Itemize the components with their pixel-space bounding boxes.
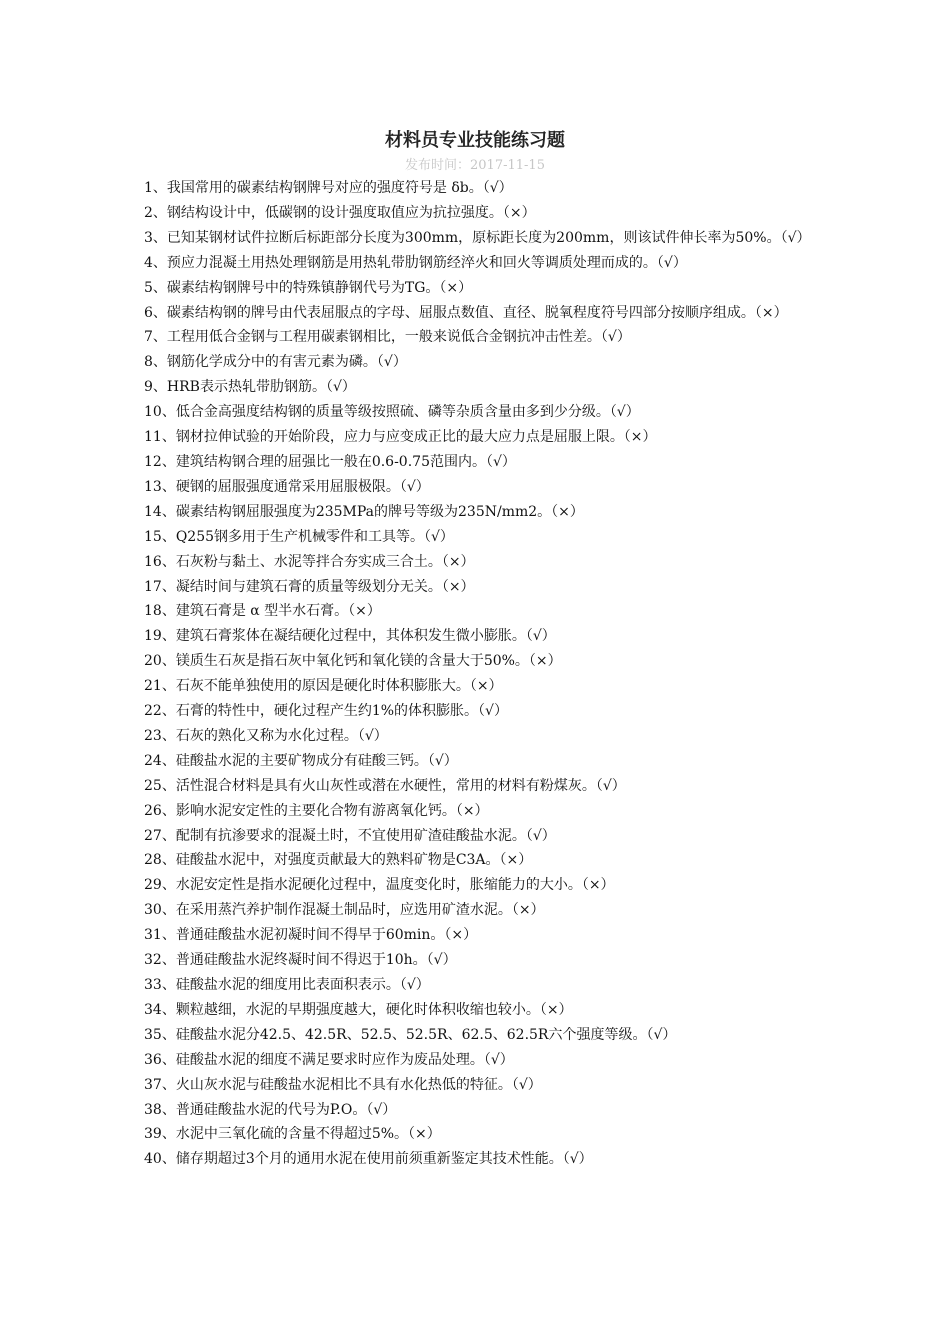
question-item: 4、预应力混凝土用热处理钢筋是用热轧带肋钢筋经淬火和回火等调质处理而成的。（√） <box>144 254 687 271</box>
question-item: 9、HRB表示热轧带肋钢筋。（√） <box>144 379 356 396</box>
question-item: 32、普通硅酸盐水泥终凝时间不得迟于10h。（√） <box>144 952 457 969</box>
question-item: 27、配制有抗渗要求的混凝土时，不宜使用矿渣硅酸盐水泥。（√） <box>144 827 556 844</box>
question-item: 5、碳素结构钢牌号中的特殊镇静钢代号为TG。（×） <box>144 279 473 296</box>
question-item: 7、工程用低合金钢与工程用碳素钢相比，一般来说低合金钢抗冲击性差。（√） <box>144 329 631 346</box>
question-item: 26、影响水泥安定性的主要化合物有游离氧化钙。（×） <box>144 802 489 819</box>
question-item: 8、钢筋化学成分中的有害元素为磷。（√） <box>144 354 407 371</box>
question-item: 12、建筑结构钢合理的屈强比一般在0.6-0.75范围内。（√） <box>144 453 516 470</box>
question-item: 17、凝结时间与建筑石膏的质量等级划分无关。（×） <box>144 578 475 595</box>
question-item: 10、低合金高强度结构钢的质量等级按照硫、磷等杂质含量由多到少分级。（√） <box>144 404 640 421</box>
question-item: 36、硅酸盐水泥的细度不满足要求时应作为废品处理。（√） <box>144 1051 514 1068</box>
question-item: 19、建筑石膏浆体在凝结硬化过程中，其体积发生微小膨胀。（√） <box>144 628 556 645</box>
question-item: 31、普通硅酸盐水泥初凝时间不得早于60min。（×） <box>144 927 478 944</box>
question-item: 30、在采用蒸汽养护制作混凝土制品时，应选用矿渣水泥。（×） <box>144 902 545 919</box>
page-title: 材料员专业技能练习题 <box>385 130 565 151</box>
question-item: 39、水泥中三氧化硫的含量不得超过5%。（×） <box>144 1126 441 1143</box>
question-item: 34、颗粒越细，水泥的早期强度越大，硬化时体积收缩也较小。（×） <box>144 1001 573 1018</box>
question-item: 14、碳素结构钢屈服强度为235MPa的牌号等级为235N/mm2。（×） <box>144 503 584 520</box>
question-item: 20、镁质生石灰是指石灰中氧化钙和氧化镁的含量大于50%。（×） <box>144 653 562 670</box>
question-item: 33、硅酸盐水泥的细度用比表面积表示。（√） <box>144 977 430 993</box>
question-item: 24、硅酸盐水泥的主要矿物成分有硅酸三钙。（√） <box>144 752 458 769</box>
question-item: 22、石膏的特性中，硬化过程产生约1%的体积膨胀。（√） <box>144 703 508 720</box>
question-item: 37、火山灰水泥与硅酸盐水泥相比不具有水化热低的特征。（√） <box>144 1076 542 1093</box>
question-item: 18、建筑石膏是 α 型半水石膏。（×） <box>144 603 381 620</box>
question-list <box>144 176 809 1172</box>
question-item: 15、Q255钢多用于生产机械零件和工具等。（√） <box>144 528 454 545</box>
question-item: 23、石灰的熟化又称为水化过程。（√） <box>144 727 388 744</box>
question-item: 38、普通硅酸盐水泥的代号为P.O。（√） <box>144 1101 397 1118</box>
question-item: 3、已知某钢材试件拉断后标距部分长度为300mm，原标距长度为200mm，则该试件伸长率为50%。（√） <box>144 229 811 246</box>
question-item: 40、储存期超过3个月的通用水泥在使用前须重新鉴定其技术性能。（√） <box>144 1151 593 1168</box>
question-item: 2、钢结构设计中，低碳钢的设计强度取值应为抗拉强度。（×） <box>144 204 536 221</box>
question-item: 13、硬钢的屈服强度通常采用屈服极限。（√） <box>144 478 430 495</box>
question-item: 25、活性混合材料是具有火山灰性或潜在水硬性，常用的材料有粉煤灰。（√） <box>144 777 626 794</box>
question-item: 29、水泥安定性是指水泥硬化过程中，温度变化时，胀缩能力的大小。（×） <box>144 877 615 894</box>
question-item: 21、石灰不能单独使用的原因是硬化时体积膨胀大。（×） <box>144 678 503 695</box>
question-item: 16、石灰粉与黏土、水泥等拌合夯实成三合土。（×） <box>144 553 475 570</box>
question-item: 35、硅酸盐水泥分42.5、42.5R、52.5、52.5R、62.5、62.5R六个强度等级。（√） <box>144 1026 677 1043</box>
question-item: 6、碳素结构钢的牌号由代表屈服点的字母、屈服点数值、直径、脱氧程度符号四部分按顺序组成。（×） <box>144 304 788 321</box>
question-item: 28、硅酸盐水泥中，对强度贡献最大的熟料矿物是C3A。（×） <box>144 852 533 869</box>
question-item: 1、我国常用的碳素结构钢牌号对应的强度符号是 δb。（√） <box>144 180 513 196</box>
question-item: 11、钢材拉伸试验的开始阶段，应力与应变成正比的最大应力点是屈服上限。（×） <box>144 429 657 446</box>
publish-date: 发布时间：2017-11-15 <box>405 158 545 173</box>
